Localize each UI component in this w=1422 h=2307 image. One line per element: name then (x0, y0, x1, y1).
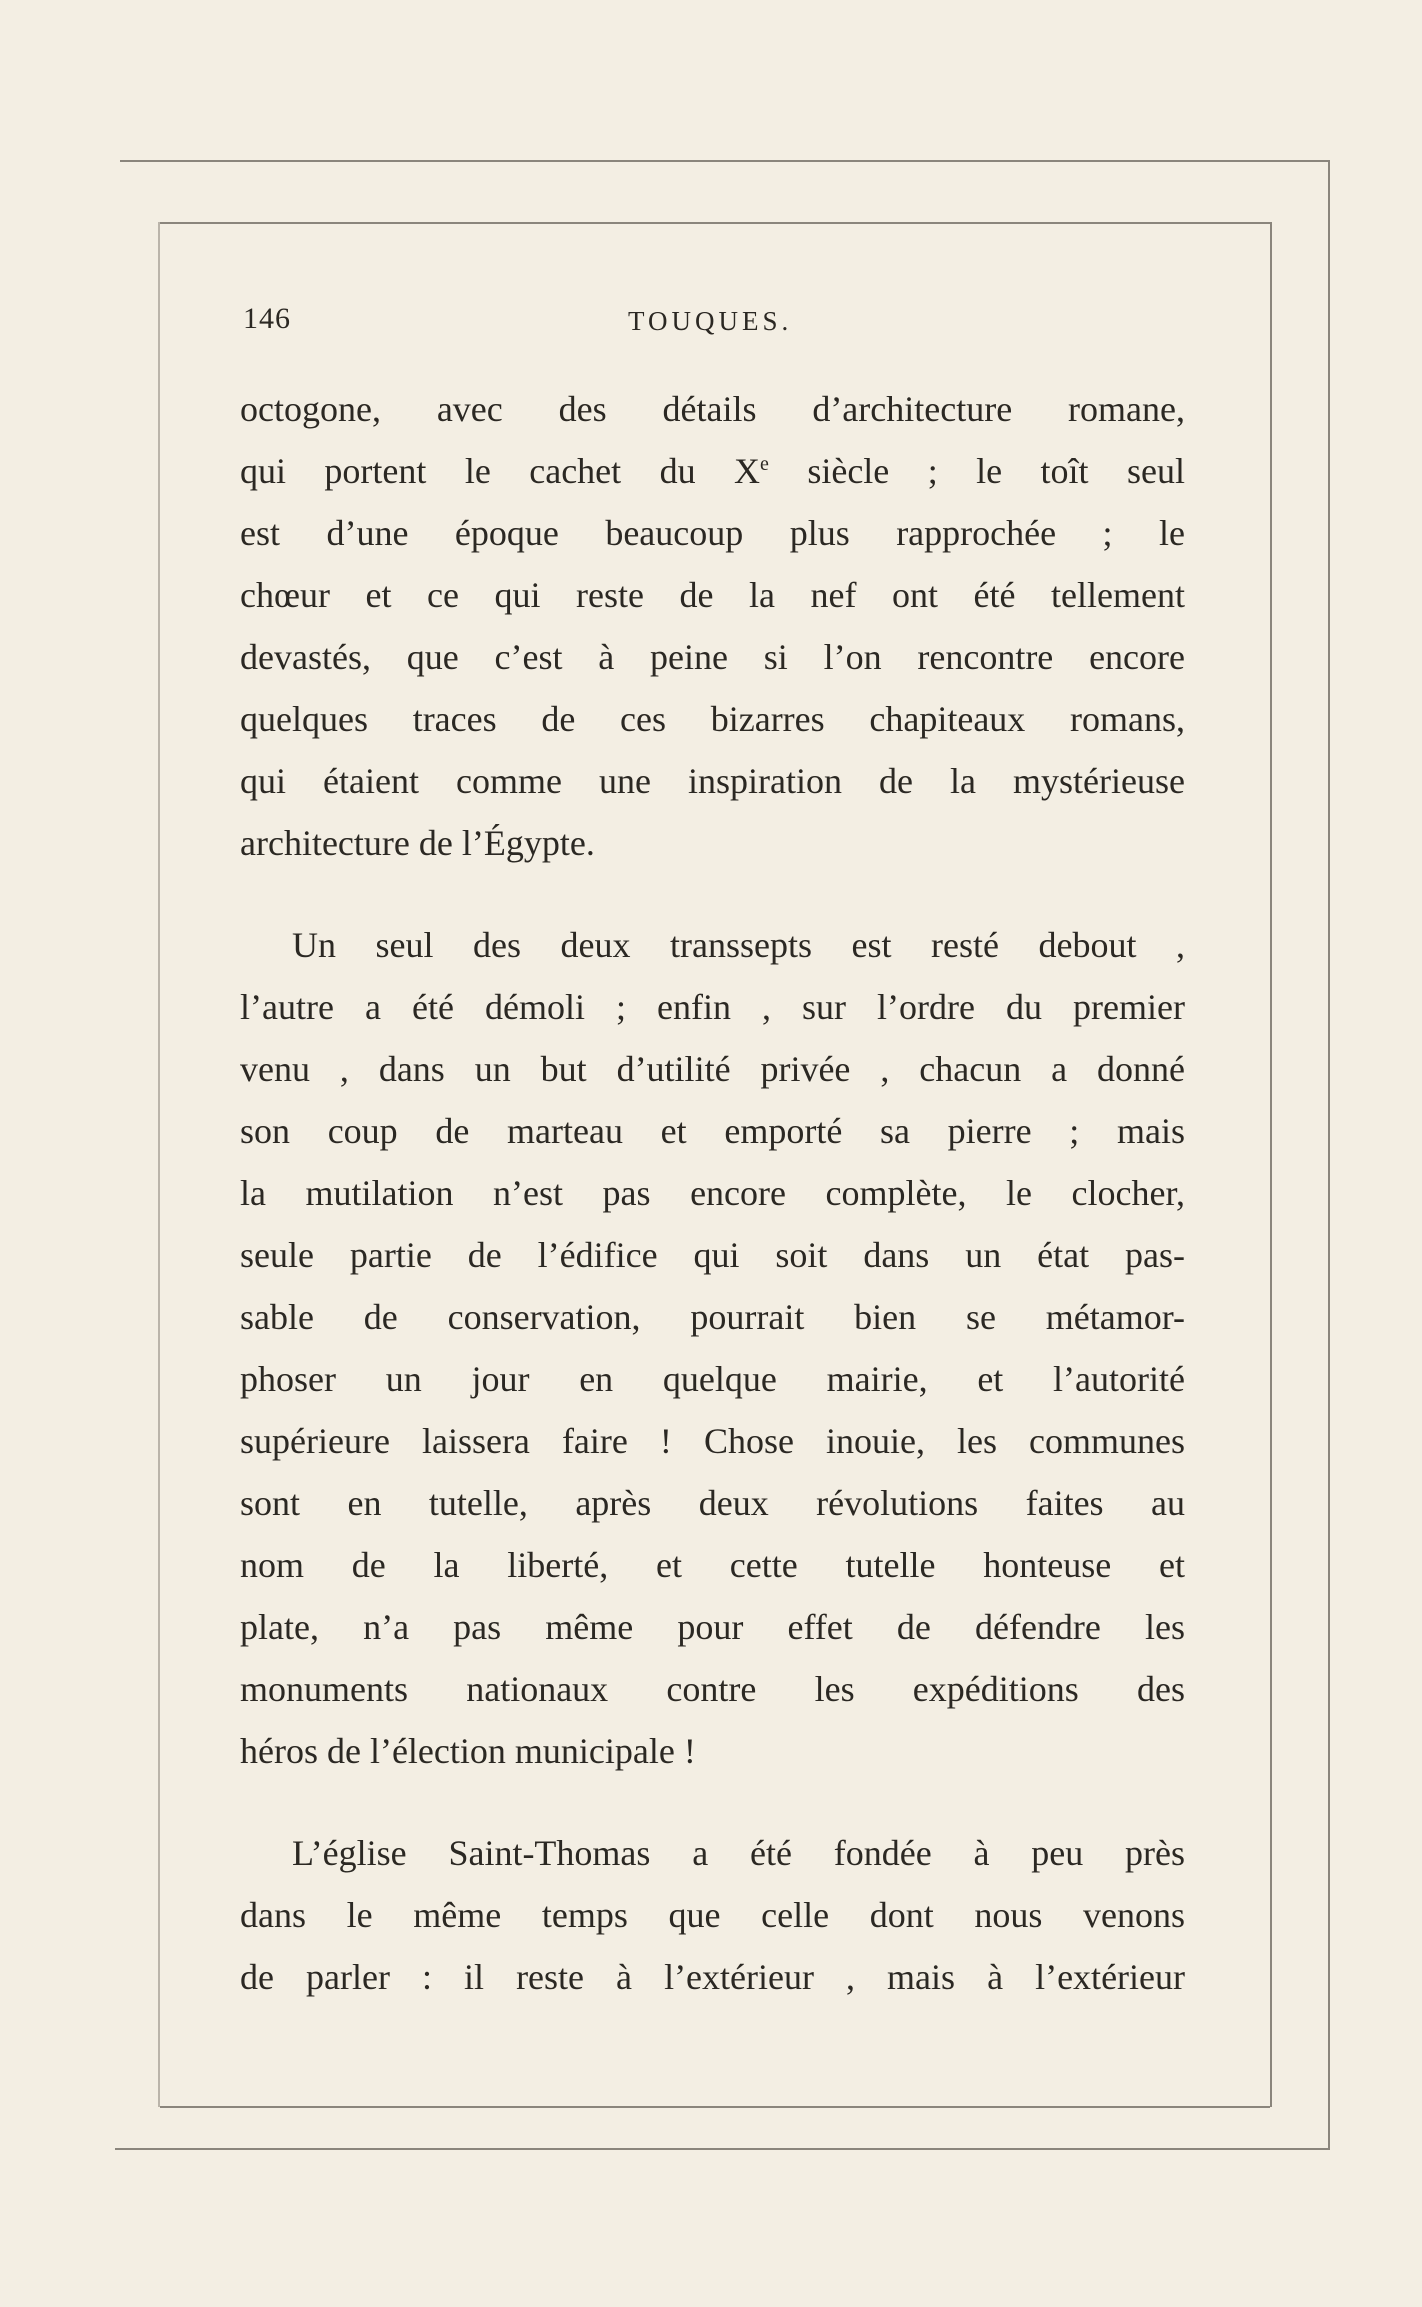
paragraph (240, 914, 1185, 1782)
text-line: architecture de l’Égypte. (240, 823, 595, 863)
text-line: de parler : il reste à l’extérieur , mais à l’extérieur (240, 1957, 1185, 1997)
text-line: devastés, que c’est à peine si l’on rencontre encore (240, 637, 1185, 677)
text-line: est d’une époque beaucoup plus rapprochée ; le (240, 513, 1185, 553)
line-text-continued: siècle ; le toît seul (768, 451, 1185, 491)
text-line: phoser un jour en quelque mairie, et l’autorité (240, 1359, 1185, 1399)
frame-bottom-rule-outer (115, 2148, 1330, 2150)
text-line: monuments nationaux contre les expéditions des (240, 1669, 1185, 1709)
paragraph (240, 1822, 1185, 2008)
text-line: seule partie de l’édifice qui soit dans un état pas- (240, 1235, 1185, 1275)
text-line (240, 440, 1185, 502)
paragraph (240, 378, 1185, 874)
frame-left-rule (158, 222, 160, 2107)
text-line: qui étaient comme une inspiration de la mystérieuse (240, 761, 1185, 801)
frame-bottom-rule-inner (160, 2106, 1270, 2108)
running-title: TOUQUES. (628, 306, 793, 336)
superscript: e (760, 453, 769, 475)
text-line: venu , dans un but d’utilité privée , chacun a donné (240, 1049, 1185, 1089)
line-text: qui portent le cachet du X (240, 451, 761, 491)
text-line: supérieure laissera faire ! Chose inouie, les communes (240, 1421, 1185, 1461)
text-line: chœur et ce qui reste de la nef ont été tellement (240, 575, 1185, 615)
frame-top-rule-outer (120, 160, 1330, 162)
text-line: dans le même temps que celle dont nous venons (240, 1895, 1185, 1935)
text-line: Un seul des deux transsepts est resté debout , (292, 925, 1185, 965)
frame-top-rule-inner (160, 222, 1270, 224)
text-line: la mutilation n’est pas encore complète, le clocher, (240, 1173, 1185, 1213)
text-line: son coup de marteau et emporté sa pierre ; mais (240, 1111, 1185, 1151)
body-text (240, 378, 1185, 2008)
frame-right-rule-outer (1328, 160, 1330, 2150)
text-line: quelques traces de ces bizarres chapiteaux romans, (240, 699, 1185, 739)
page-header (243, 302, 1183, 342)
text-line: nom de la liberté, et cette tutelle honteuse et (240, 1545, 1185, 1585)
text-line: héros de l’élection municipale ! (240, 1731, 696, 1771)
text-line: octogone, avec des détails d’architecture romane, (240, 389, 1185, 429)
text-line: sont en tutelle, après deux révolutions faites au (240, 1483, 1185, 1523)
frame-right-rule-inner (1270, 222, 1272, 2107)
page-number: 146 (243, 302, 291, 335)
text-line: plate, n’a pas même pour effet de défendre les (240, 1607, 1185, 1647)
text-line: L’église Saint-Thomas a été fondée à peu près (292, 1833, 1185, 1873)
text-line: l’autre a été démoli ; enfin , sur l’ordre du premier (240, 987, 1185, 1027)
text-line: sable de conservation, pourrait bien se métamor- (240, 1297, 1185, 1337)
